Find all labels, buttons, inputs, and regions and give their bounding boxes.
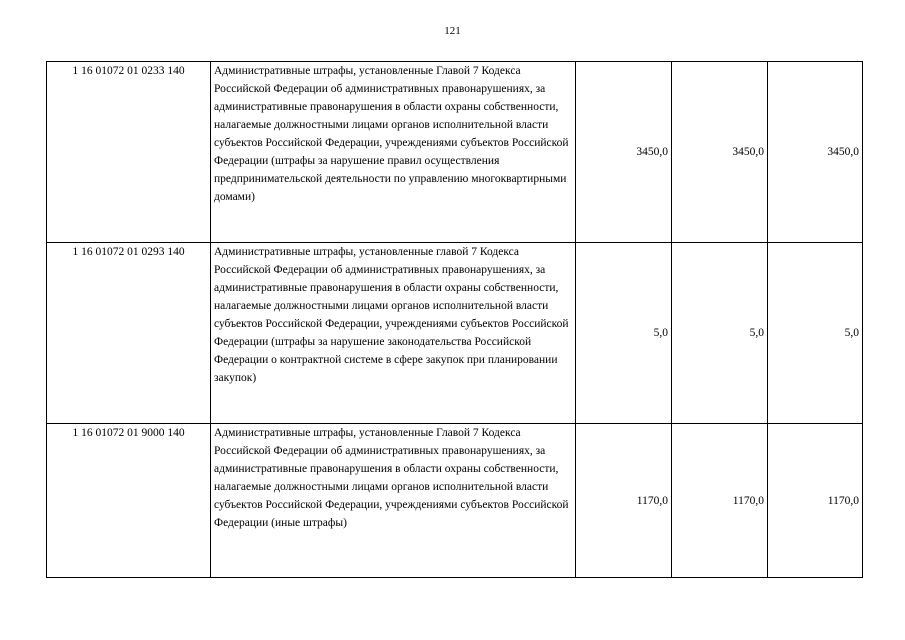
value-cell-2: 1170,0: [672, 424, 768, 578]
page-number: 121: [444, 25, 461, 37]
value-cell-1: 3450,0: [576, 62, 672, 243]
value-cell-3: 3450,0: [768, 62, 863, 243]
table-row: [47, 243, 863, 424]
value-cell-2: 5,0: [672, 243, 768, 424]
description-cell: Административные штрафы, установленные главой 7 Кодекса Российской Федерации об административных правонарушениях, за административные правонарушения в области охраны собственности, налагаемые должностными лицами органов исполнительной власти субъектов Российской Федерации, учреждениями субъектов Российской Федерации (штрафы за нарушение законодательства Российской Федерации о контрактной системе в сфере закупок при планировании закупок): [211, 243, 576, 424]
budget-code-cell: 1 16 01072 01 0293 140: [47, 243, 211, 424]
value-cell-1: 1170,0: [576, 424, 672, 578]
value-cell-1: 5,0: [576, 243, 672, 424]
value-cell-3: 5,0: [768, 243, 863, 424]
value-cell-2: 3450,0: [672, 62, 768, 243]
table-row: [47, 424, 863, 578]
budget-code-cell: 1 16 01072 01 0233 140: [47, 62, 211, 243]
value-cell-3: 1170,0: [768, 424, 863, 578]
budget-table: [46, 61, 863, 578]
description-cell: Административные штрафы, установленные Главой 7 Кодекса Российской Федерации об административных правонарушениях, за административные правонарушения в области охраны собственности, налагаемые должностными лицами органов исполнительной власти субъектов Российской Федерации, учреждениями субъектов Российской Федерации (штрафы за нарушение правил осуществления предпринимательской деятельности по управлению многоквартирными домами): [211, 62, 576, 243]
description-cell: Административные штрафы, установленные Главой 7 Кодекса Российской Федерации об административных правонарушениях, за административные правонарушения в области охраны собственности, налагаемые должностными лицами органов исполнительной власти субъектов Российской Федерации, учреждениями субъектов Российской Федерации (иные штрафы): [211, 424, 576, 578]
budget-code-cell: 1 16 01072 01 9000 140: [47, 424, 211, 578]
table-row: [47, 62, 863, 243]
